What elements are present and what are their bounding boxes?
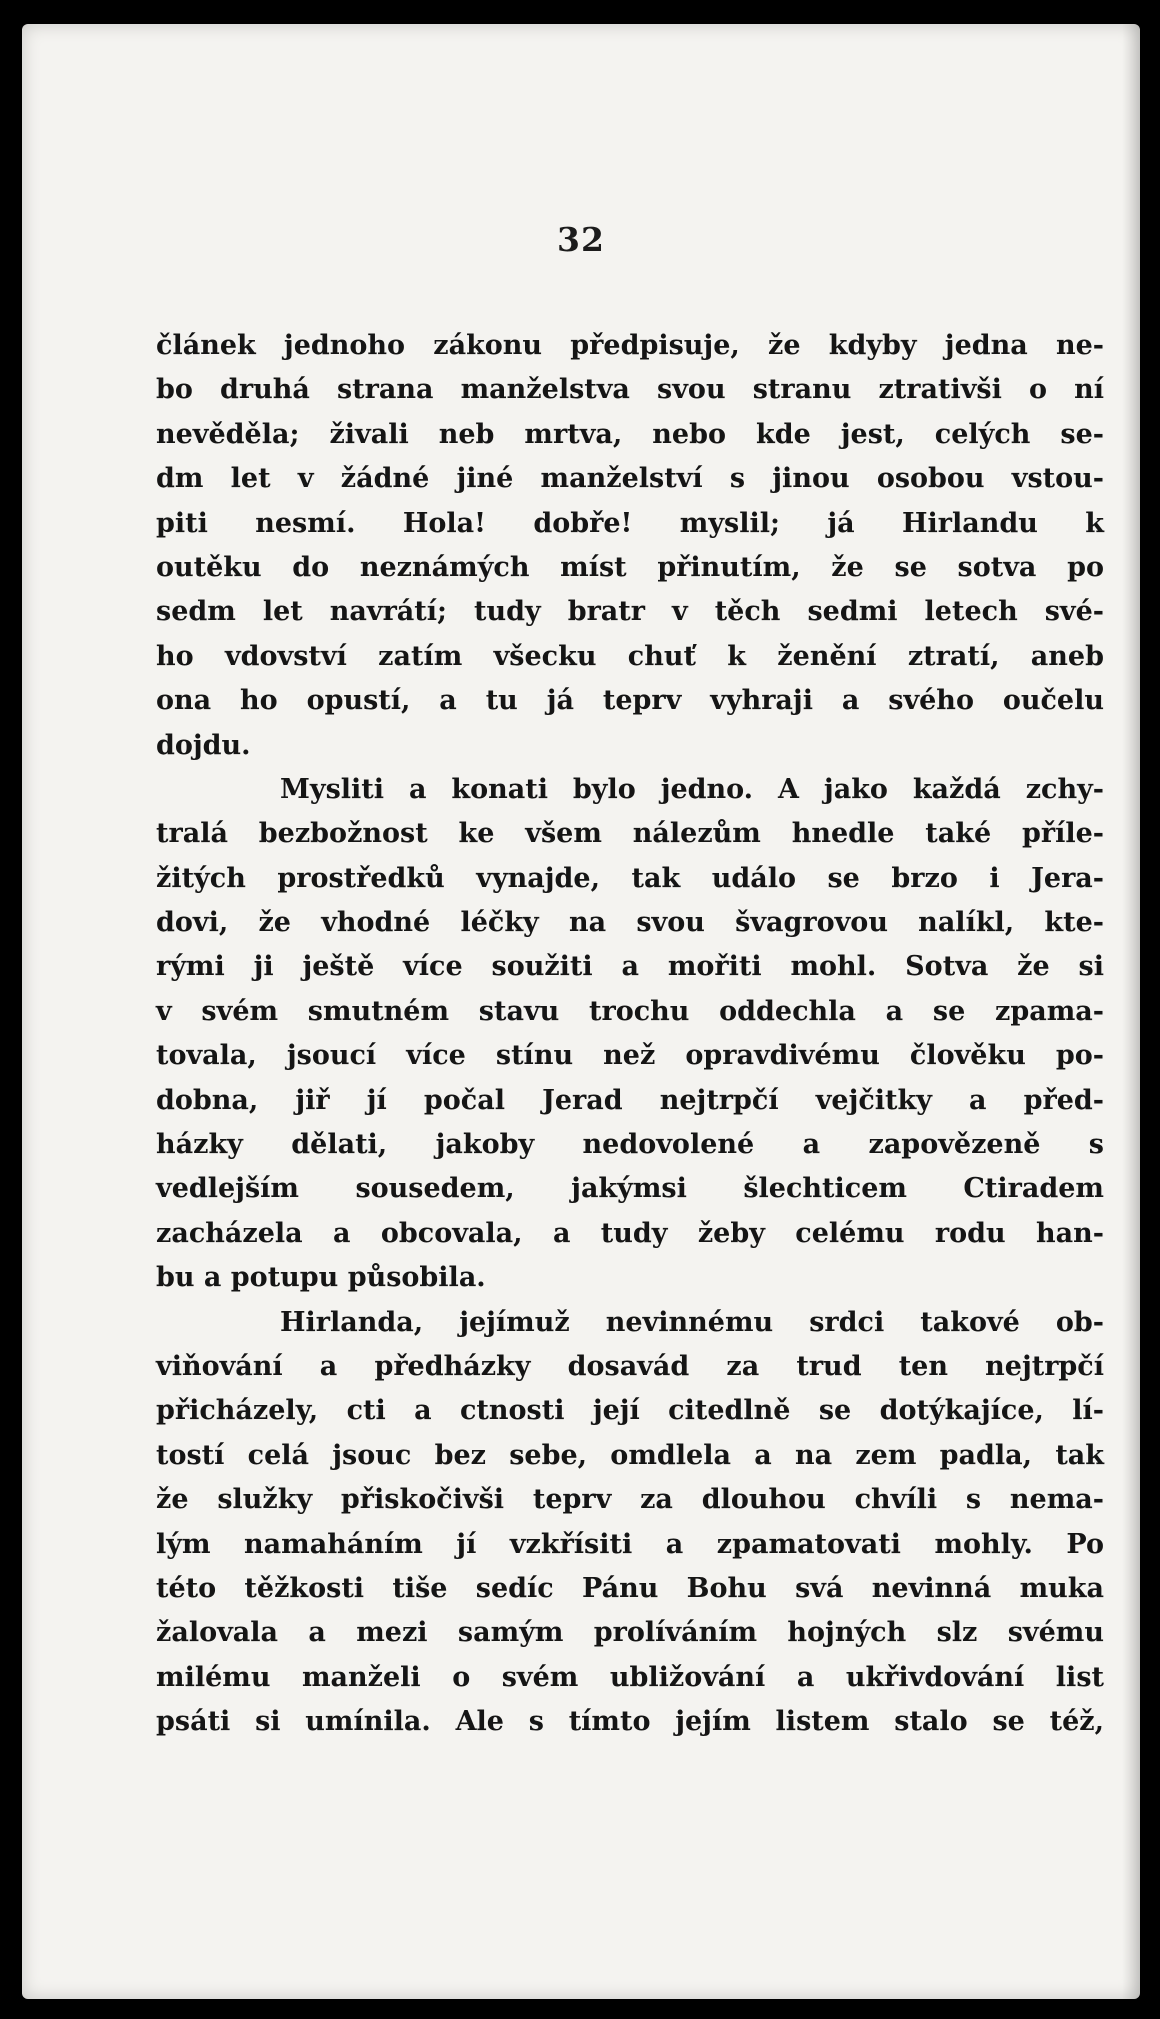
text-line: této těžkosti tiše sedíc Pánu Bohu svá nevinná muka	[156, 1572, 1104, 1604]
text-line: viňování a předházky dosavád za trud ten nejtrpčí	[156, 1350, 1104, 1382]
text-line: nevěděla; živali neb mrtva, nebo kde jest, celých se-	[156, 418, 1104, 450]
text-line: tralá bezbožnost ke všem nálezům hnedle také příle-	[156, 818, 1104, 850]
text-line: házky dělati, jakoby nedovolené a zapovězeně s	[156, 1129, 1104, 1161]
text-line: tostí celá jsouc bez sebe, omdlela a na zem padla, tak	[156, 1439, 1104, 1471]
text-line: dojdu.	[156, 729, 251, 761]
text-line: milému manželi o svém ubližování a ukřivdování list	[156, 1661, 1104, 1693]
body-text	[156, 324, 1104, 1745]
text-line: bu a potupu působila.	[156, 1262, 486, 1294]
text-line: ona ho opustí, a tu já teprv vyhraji a svého oučelu	[156, 685, 1104, 717]
text-line: psáti si umínila. Ale s tímto jejím listem stalo se též,	[156, 1706, 1104, 1738]
text-line: piti nesmí. Hola! dobře! myslil; já Hirlandu k	[156, 507, 1104, 539]
text-line: Mysliti a konati bylo jedno. A jako každá zchy-	[280, 773, 1104, 805]
page-number: 32	[557, 220, 605, 259]
text-line: outěku do neznámých míst přinutím, že se sotva po	[156, 551, 1104, 583]
text-line: článek jednoho zákonu předpisuje, že kdyby jedna ne-	[156, 330, 1104, 361]
text-line: rými ji ještě více soužiti a mořiti mohl. Sotva že si	[156, 951, 1104, 983]
text-line: Hirlanda, jejímuž nevinnému srdci takové ob-	[280, 1306, 1104, 1338]
text-line: lým namaháním jí vzkřísiti a zpamatovati mohly. Po	[156, 1528, 1104, 1560]
text-line: zacházela a obcovala, a tudy žeby celému rodu han-	[156, 1217, 1104, 1249]
book-page	[22, 24, 1140, 1999]
text-line: tovala, jsoucí více stínu než opravdivému člověku po-	[156, 1040, 1104, 1072]
text-line: dovi, že vhodné léčky na svou švagrovou nalíkl, kte-	[156, 907, 1104, 939]
text-line: ho vdovství zatím všecku chuť k ženění ztratí, aneb	[156, 640, 1104, 672]
text-line: v svém smutném stavu trochu oddechla a se zpama-	[156, 995, 1104, 1027]
text-line: přicházely, cti a ctnosti její citedlně se dotýkajíce, lí-	[156, 1395, 1104, 1427]
text-line: dobna, jiř jí počal Jerad nejtrpčí vejčitky a před-	[156, 1084, 1104, 1116]
text-line: sedm let navrátí; tudy bratr v těch sedmi letech své-	[156, 596, 1104, 628]
text-line: žitých prostředků vynajde, tak událo se brzo i Jera-	[156, 862, 1104, 894]
text-line: vedlejším sousedem, jakýmsi šlechticem Ctiradem	[156, 1173, 1104, 1205]
text-line: žalovala a mezi samým prolíváním hojných slz svému	[156, 1617, 1104, 1649]
text-line: že služky přiskočivši teprv za dlouhou chvíli s nema-	[156, 1484, 1104, 1516]
text-line: dm let v žádné jiné manželství s jinou osobou vstou-	[156, 463, 1104, 495]
text-line: bo druhá strana manželstva svou stranu ztrativši o ní	[156, 374, 1104, 406]
